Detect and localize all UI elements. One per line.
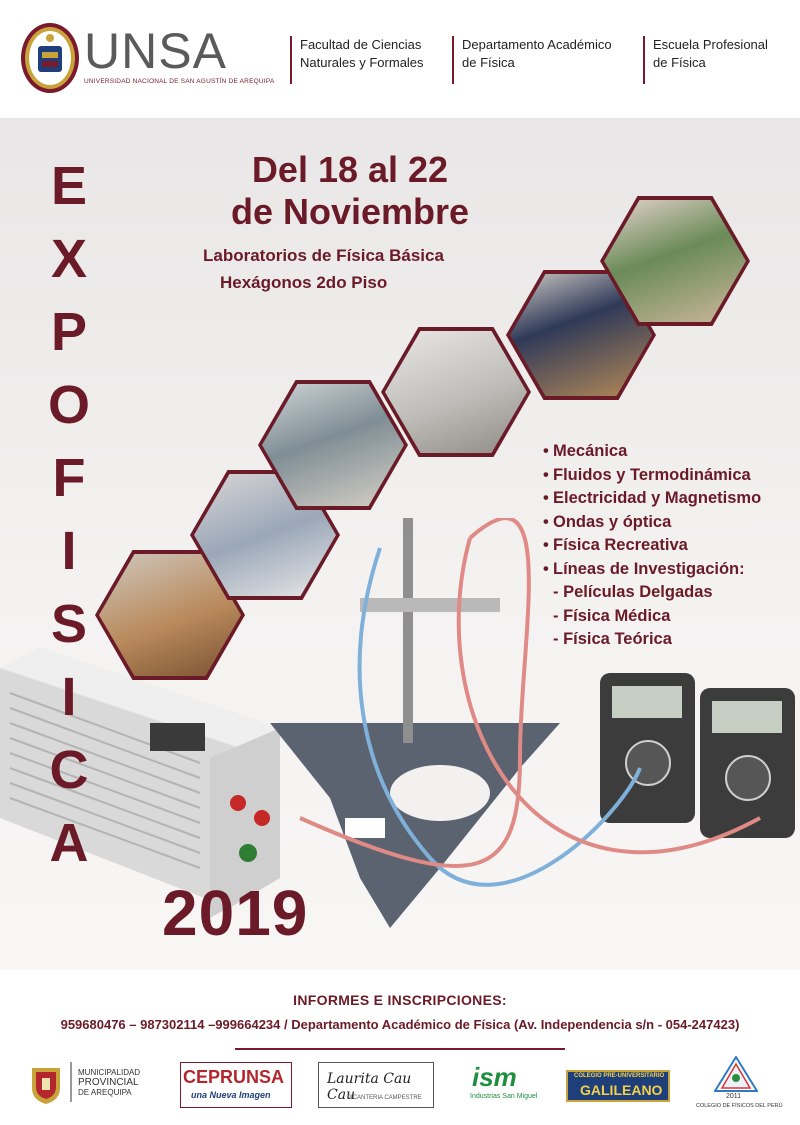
title-letter: A (49, 813, 89, 873)
topic-item (543, 511, 761, 535)
subtopic-item: - Películas Delgadas (553, 583, 713, 601)
title-letter: X (50, 229, 88, 289)
brand-name: UNSA (84, 23, 227, 79)
cfp-triangle-icon (714, 1056, 758, 1092)
unsa-seal-logo (20, 22, 80, 94)
topic-label: Electricidad y Magnetismo (553, 489, 762, 507)
contact-info: 959680476 – 987302114 –999664234 / Departamento Académico de Física (Av. Independencia s/n - 054-247423) (60, 1017, 740, 1032)
department-line-2: de Física (462, 55, 515, 70)
department-line-1: Departamento Académico (462, 37, 612, 52)
event-year: 2019 (162, 877, 309, 949)
ism-logo-text: ism (472, 1062, 517, 1092)
galileano-logo-text: GALILEANO (580, 1082, 663, 1098)
event-date-line-2: de Noviembre (230, 191, 470, 232)
title-letter: E (50, 156, 88, 216)
subtopic-item: - Física Teórica (553, 630, 672, 648)
bullet-icon: • (543, 465, 549, 484)
topic-item (543, 534, 761, 558)
title-letter: P (50, 302, 88, 362)
sponsor-laurita (318, 1062, 434, 1108)
title-letter: C (49, 740, 89, 800)
topic-item (543, 440, 761, 464)
ism-tagline: Industrias San Miguel (470, 1093, 538, 1100)
bullet-icon: • (543, 559, 549, 578)
topic-label: Fluidos y Termodinámica (553, 465, 751, 484)
cfp-name: COLEGIO DE FÍSICOS DEL PERÚ (696, 1103, 783, 1109)
sponsor-galileano (566, 1070, 670, 1102)
poster-body (0, 118, 800, 970)
title-letter: S (50, 594, 88, 654)
title-letter: O (47, 375, 90, 435)
event-date-line-1: Del 18 al 22 (251, 149, 449, 190)
subtopic-item: - Física Médica (553, 606, 671, 625)
venue-line-1: Laboratorios de Física Básica (203, 246, 444, 265)
coat-of-arms-icon (28, 1062, 64, 1106)
faculty-label (290, 36, 424, 84)
faculty-line-1: Facultad de Ciencias (300, 37, 422, 52)
school-line-1: Escuela Profesional (653, 37, 768, 52)
brand-full-name: UNIVERSIDAD NACIONAL DE SAN AGUSTÍN DE AREQUIPA (84, 78, 275, 85)
footer (0, 970, 800, 1125)
department-label (452, 36, 612, 84)
sponsor-ism (468, 1062, 542, 1108)
header (0, 0, 800, 118)
title-letter: I (61, 667, 77, 727)
laurita-logo-text: Laurita Cau Cau (327, 1071, 412, 1103)
ceprunsa-tagline: una Nueva Imagen (191, 1090, 271, 1100)
unsa-brand (84, 23, 275, 85)
info-title: INFORMES E INSCRIPCIONES: (293, 992, 507, 1008)
ceprunsa-logo-text: CEPRUNSA (183, 1067, 285, 1087)
sponsor-ceprunsa (180, 1062, 292, 1108)
galileano-top-text: COLEGIO PRE-UNIVERSITARIO (574, 1073, 665, 1079)
cfp-year: 2011 (726, 1093, 742, 1100)
topic-item (543, 464, 761, 488)
sponsor-cfp (696, 1056, 783, 1116)
muni-line-2: PROVINCIAL (78, 1077, 139, 1088)
topic-item (543, 487, 761, 511)
topic-item (543, 558, 761, 582)
divider (235, 1048, 565, 1050)
title-letter: F (52, 448, 86, 508)
topic-label: Física Recreativa (553, 536, 688, 554)
laurita-tagline: PICANTERIA CAMPESTRE (347, 1095, 422, 1101)
sponsor-municipalidad (28, 1062, 150, 1108)
municipalidad-name (78, 1068, 140, 1098)
venue-line-2: Hexágonos 2do Piso (220, 273, 388, 292)
sponsor-divider (70, 1062, 72, 1102)
faculty-line-2: Naturales y Formales (300, 55, 424, 70)
bullet-icon: • (543, 442, 549, 460)
topic-label: Mecánica (553, 442, 628, 460)
muni-line-3: DE AREQUIPA (78, 1088, 132, 1097)
topic-label: Ondas y óptica (553, 512, 672, 531)
school-label (643, 36, 768, 84)
topic-label: Líneas de Investigación: (553, 559, 745, 578)
muni-line-1: MUNICIPALIDAD (78, 1068, 141, 1077)
bullet-icon: • (543, 512, 549, 531)
school-line-2: de Física (653, 55, 706, 70)
bullet-icon: • (543, 489, 549, 507)
bullet-icon: • (543, 536, 549, 554)
topics-list (543, 440, 761, 652)
title-letter: I (61, 521, 77, 581)
event-title-vertical (38, 150, 100, 880)
